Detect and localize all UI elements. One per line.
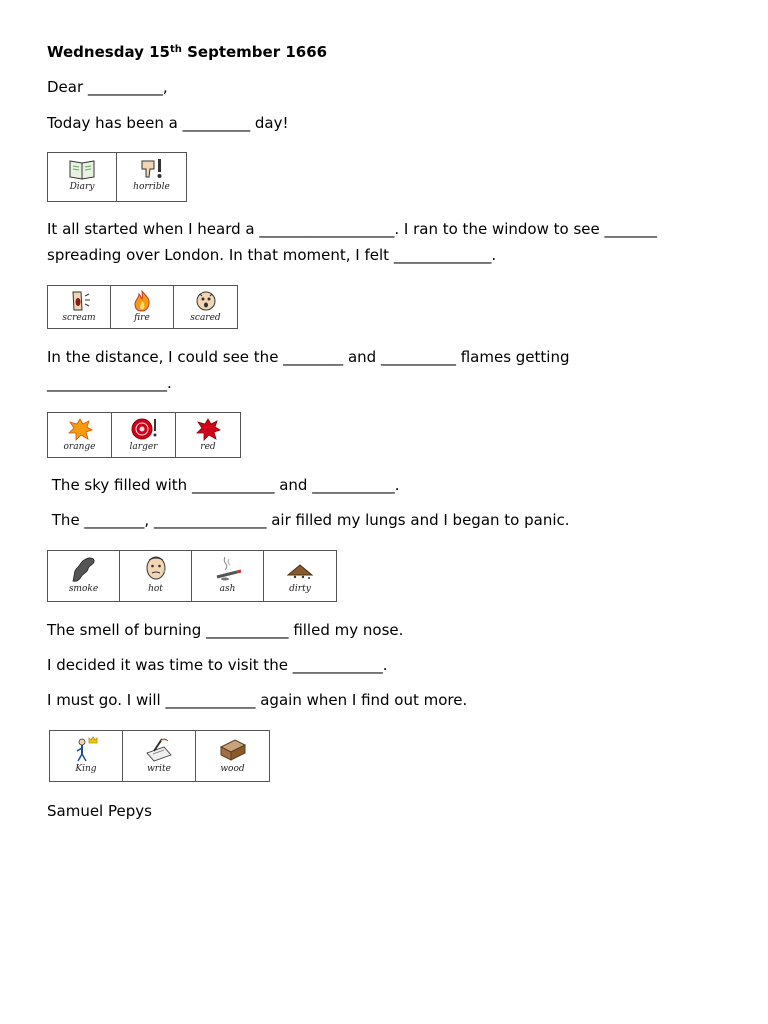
smoke-icon [69,555,99,583]
paragraph-3-line-1: In the distance, I could see the ________ and __________ flames getting [47,348,570,366]
king-icon [71,735,101,763]
red-splat-icon [195,417,221,441]
symbol-orange [48,413,112,457]
dirt-pile-icon [285,555,315,583]
symbol-label: scared [190,313,221,323]
symbol-label: red [200,442,216,452]
letter-date: Wednesday 15th September 1666 [47,43,328,61]
symbol-label: orange [63,442,96,452]
symbol-grid-4 [47,550,337,602]
sentence-sky: The sky filled with ___________ and ___________. [47,476,400,494]
symbol-red [176,413,240,457]
ash-cigarette-icon [213,555,243,583]
greeting: Dear __________, [47,78,168,96]
sentence-air: The ________, _______________ air filled my lungs and I began to panic. [47,511,570,529]
symbol-fire [111,286,174,328]
symbol-dirty [264,551,336,601]
symbol-smoke [48,551,120,601]
symbol-label: larger [129,442,158,452]
thumbs-down-icon [138,157,166,181]
symbol-label: Diary [69,182,95,192]
scared-face-icon [194,290,218,312]
signature: Samuel Pepys [47,802,152,820]
symbol-grid-1 [47,152,187,202]
symbol-scared [174,286,237,328]
paragraph-2-line-2: spreading over London. In that moment, I felt _____________. [47,246,497,264]
paragraph-3-line-2: ________________. [47,374,172,392]
fire-icon [130,290,154,312]
symbol-label: scream [62,313,96,323]
symbol-label: King [75,764,97,774]
symbol-grid-5 [49,730,270,782]
write-pen-icon [144,735,174,763]
symbol-horrible [117,153,186,201]
symbol-label: write [147,764,171,774]
symbol-label: wood [220,764,245,774]
symbol-label: fire [134,313,150,323]
symbol-diary [48,153,117,201]
paragraph-2-line-1: It all started when I heard a __________________. I ran to the window to see _______ [47,220,657,238]
orange-splat-icon [67,417,93,441]
symbol-label: dirty [289,584,311,594]
scream-icon [67,290,91,312]
symbol-hot [120,551,192,601]
diary-icon [68,157,96,181]
sentence-visit: I decided it was time to visit the ____________. [47,656,388,674]
wood-block-icon [218,735,248,763]
symbol-label: hot [148,584,163,594]
symbol-grid-2 [47,285,238,329]
symbol-label: smoke [68,584,99,594]
sentence-go: I must go. I will ____________ again when I find out more. [47,691,468,709]
symbol-label: horrible [133,182,170,192]
sentence-smell: The smell of burning ___________ filled my nose. [47,621,404,639]
larger-target-icon [129,417,159,441]
symbol-wood [196,731,269,781]
hot-face-icon [141,555,171,583]
sentence-day: Today has been a _________ day! [47,114,289,132]
symbol-larger [112,413,176,457]
symbol-king [50,731,123,781]
symbol-write [123,731,196,781]
symbol-label: ash [219,584,236,594]
symbol-ash [192,551,264,601]
symbol-scream [48,286,111,328]
symbol-grid-3 [47,412,241,458]
